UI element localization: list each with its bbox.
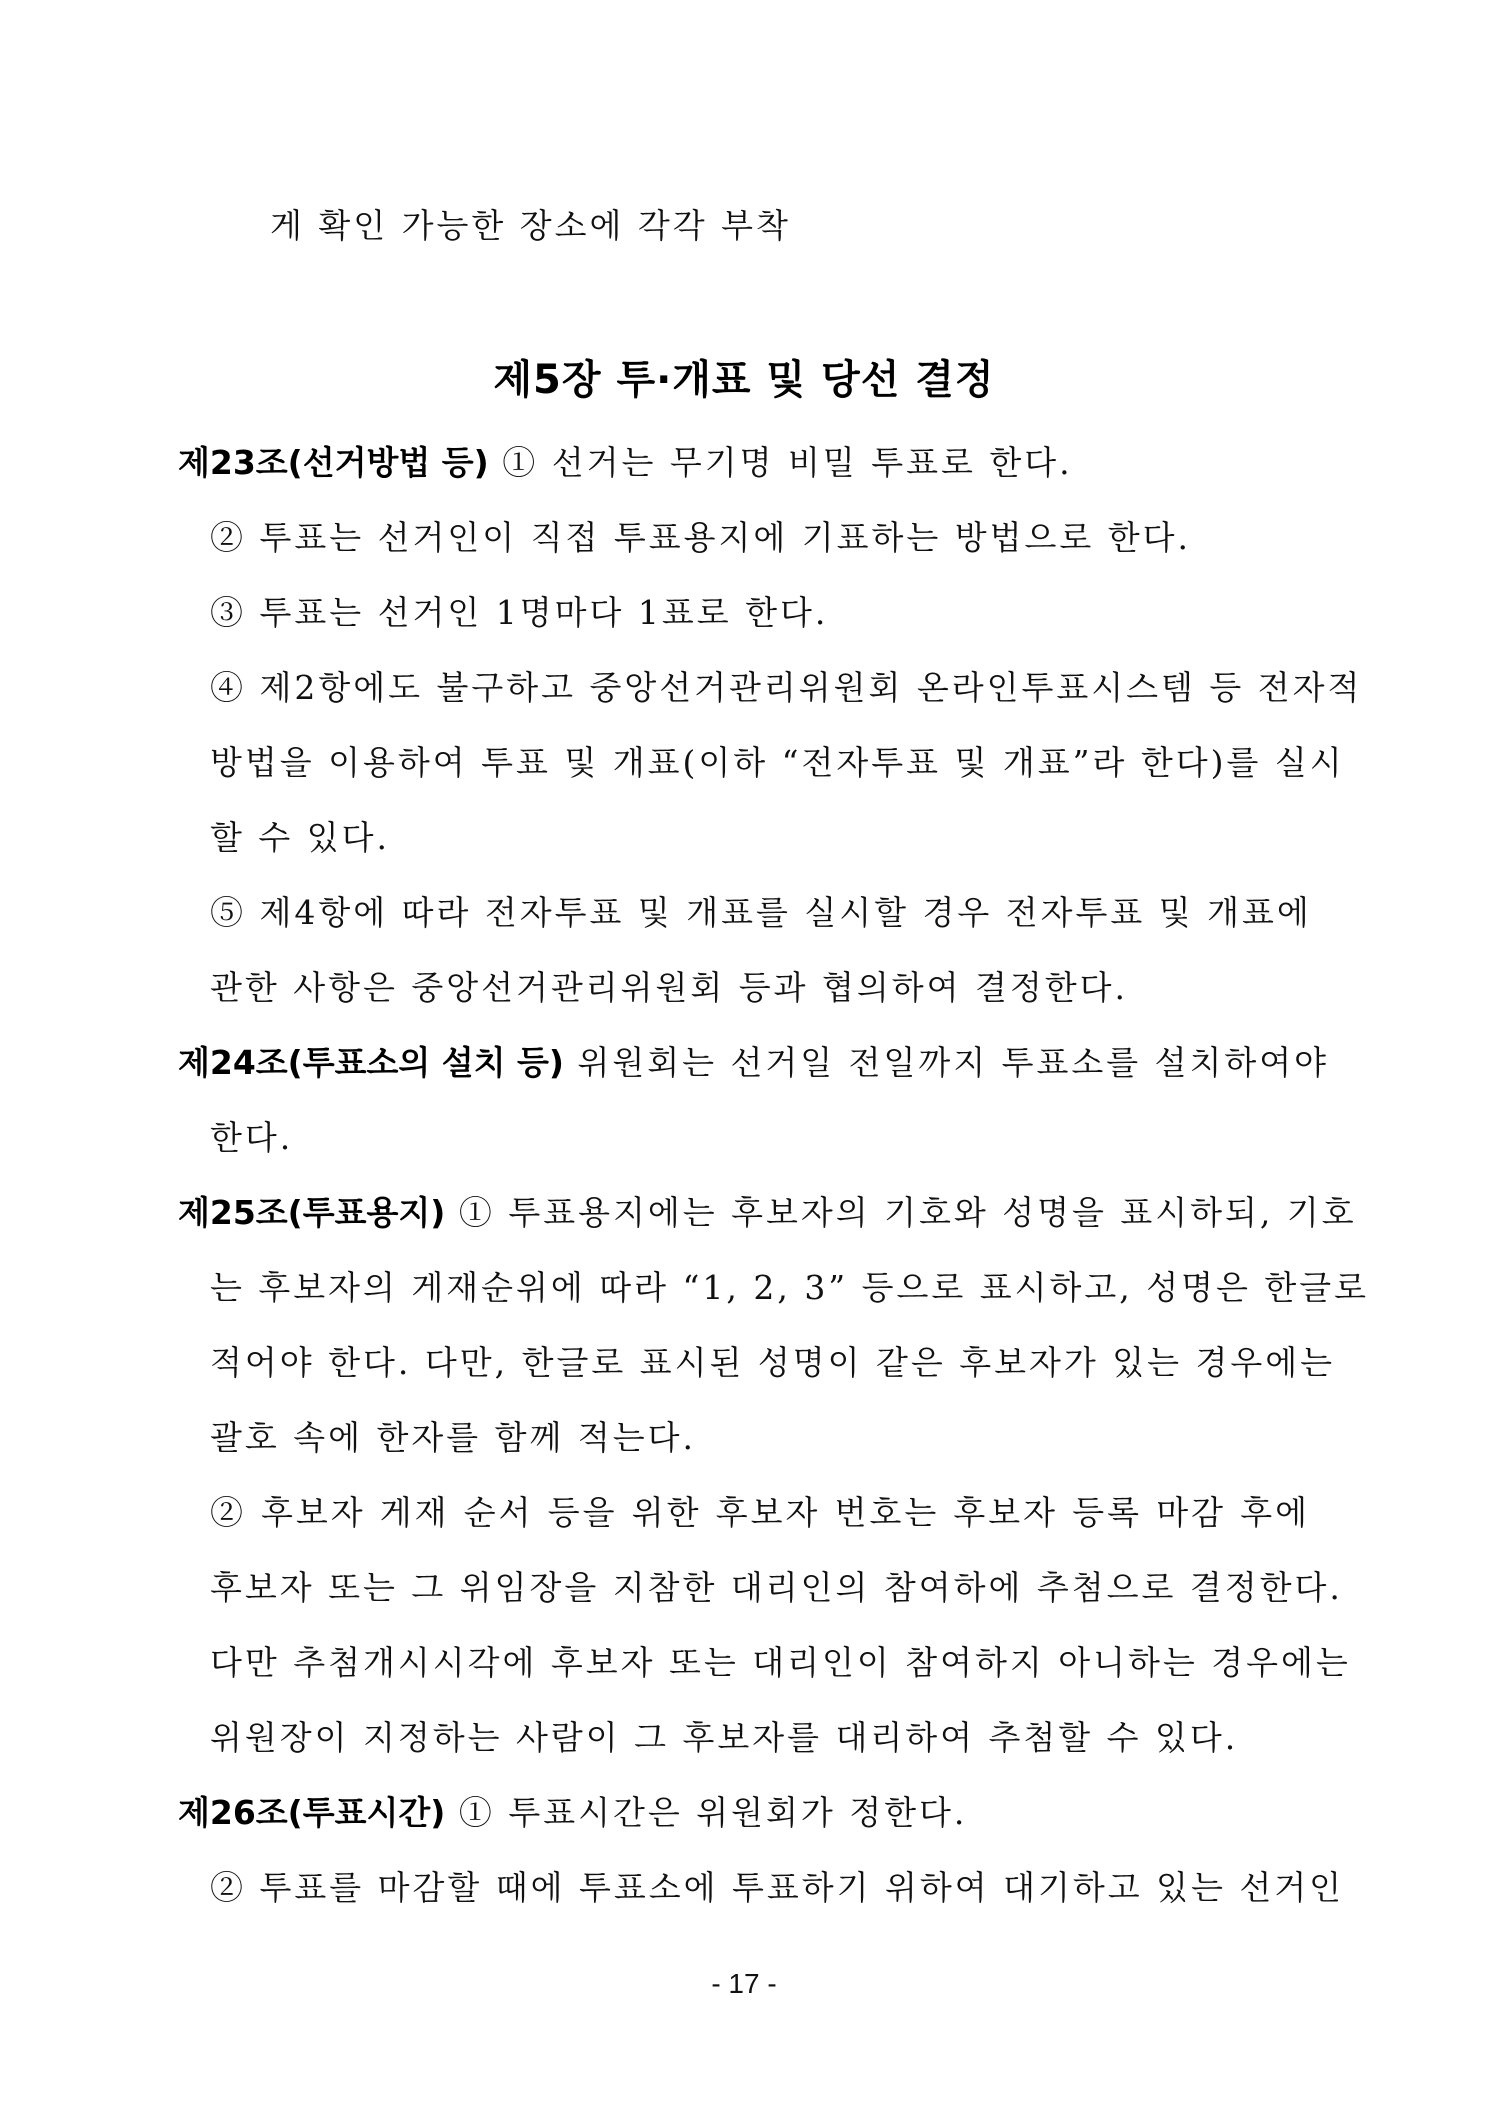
article-23-line-6: ⑤ 제4항에 따라 전자투표 및 개표를 실시할 경우 전자투표 및 개표에 [210, 893, 1312, 932]
article-23-line-3: ④ 제2항에도 불구하고 중앙선거관리위원회 온라인투표시스템 등 전자적 [210, 668, 1363, 707]
page-number: - 17 - [711, 1968, 777, 1999]
article-24-text: 위원회는 선거일 전일까지 투표소를 설치하여야 [577, 1043, 1329, 1082]
article-26-first-line [178, 1787, 1310, 1834]
article-25-text: ① 투표용지에는 후보자의 기호와 성명을 표시하되, 기호 [458, 1193, 1357, 1232]
continued-line: 게 확인 가능한 장소에 각각 부착 [270, 206, 791, 245]
article-25-line-2: 적어야 한다. 다만, 한글로 표시된 성명이 같은 후보자가 있는 경우에는 [210, 1343, 1335, 1382]
article-26-text: ① 투표시간은 위원회가 정한다. [458, 1793, 968, 1832]
article-26-line-1: ② 투표를 마감할 때에 투표소에 투표하기 위하여 대기하고 있는 선거인 [210, 1868, 1344, 1907]
article-25-line-6: 다만 추첨개시시각에 후보자 또는 대리인이 참여하지 아니하는 경우에는 [210, 1643, 1351, 1682]
article-23-first-line [178, 437, 1310, 484]
article-23-line-2: ③ 투표는 선거인 1명마다 1표로 한다. [210, 593, 829, 632]
article-23-heading: 제23조(선거방법 등) [178, 443, 489, 482]
article-24-first-line [178, 1037, 1329, 1084]
article-24-heading: 제24조(투표소의 설치 등) [178, 1043, 564, 1082]
article-25-line-7: 위원장이 지정하는 사람이 그 후보자를 대리하여 추첨할 수 있다. [210, 1718, 1239, 1757]
article-24-line-1: 한다. [210, 1118, 294, 1157]
article-26-heading: 제26조(투표시간) [178, 1793, 446, 1832]
article-23-line-5: 할 수 있다. [210, 818, 390, 857]
chapter-title: 제5장 투·개표 및 당선 결정 [493, 357, 995, 403]
article-25-first-line [178, 1187, 1357, 1234]
article-25-heading: 제25조(투표용지) [178, 1193, 446, 1232]
article-25-line-1: 는 후보자의 게재순위에 따라 “1, 2, 3” 등으로 표시하고, 성명은 한글로 [210, 1268, 1370, 1307]
article-23-line-7: 관한 사항은 중앙선거관리위원회 등과 협의하여 결정한다. [210, 968, 1129, 1007]
article-23-line-4: 방법을 이용하여 투표 및 개표(이하 “전자투표 및 개표”라 한다)를 실시 [210, 743, 1345, 782]
article-23-text: ① 선거는 무기명 비밀 투표로 한다. [502, 443, 1073, 482]
article-25-line-4: ② 후보자 게재 순서 등을 위한 후보자 번호는 후보자 등록 마감 후에 [210, 1493, 1310, 1532]
article-25-line-5: 후보자 또는 그 위임장을 지참한 대리인의 참여하에 추첨으로 결정한다. [210, 1568, 1343, 1607]
article-25-line-3: 괄호 속에 한자를 함께 적는다. [210, 1418, 696, 1457]
article-23-line-1: ② 투표는 선거인이 직접 투표용지에 기표하는 방법으로 한다. [210, 518, 1191, 557]
